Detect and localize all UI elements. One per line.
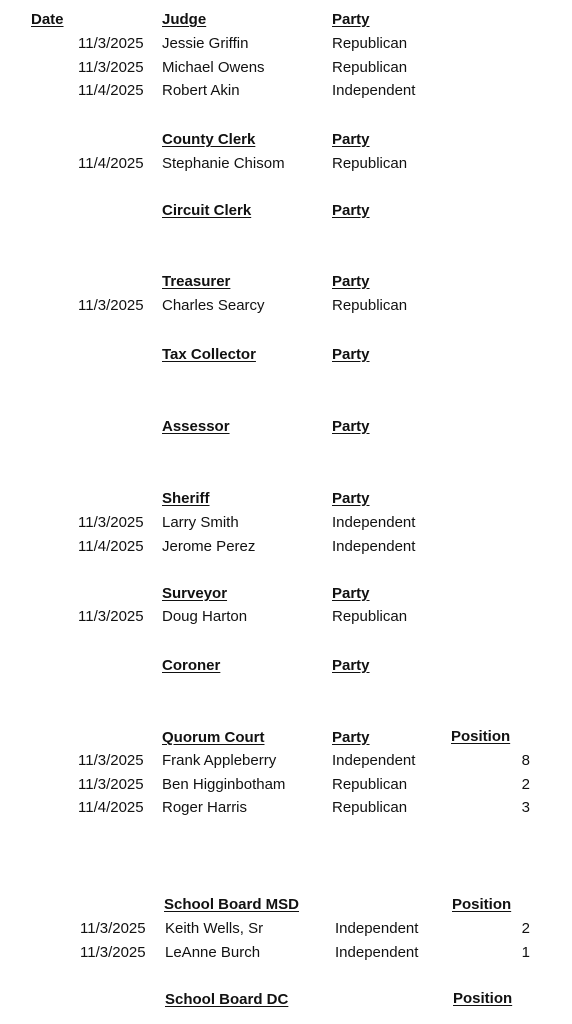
- position-header-quorum-court: Position: [451, 728, 511, 745]
- row-name: Ben Higginbotham: [162, 776, 286, 793]
- row-date: 11/4/2025: [78, 799, 144, 816]
- row-name: Frank Appleberry: [162, 752, 277, 769]
- row-date: 11/3/2025: [78, 59, 144, 76]
- section-title-county-clerk: County Clerk: [162, 131, 256, 148]
- row-position: 2: [521, 920, 530, 937]
- section-title-sheriff: Sheriff: [162, 490, 210, 507]
- party-header-surveyor: Party: [332, 585, 370, 602]
- section-title-treasurer: Treasurer: [162, 273, 231, 290]
- section-title-judge: Judge: [162, 11, 207, 28]
- section-title-circuit-clerk: Circuit Clerk: [162, 202, 252, 219]
- row-date: 11/3/2025: [80, 944, 146, 961]
- row-party: Independent: [332, 538, 416, 555]
- party-header-quorum-court: Party: [332, 729, 370, 746]
- section-title-quorum-court: Quorum Court: [162, 729, 265, 746]
- row-party: Republican: [332, 35, 408, 52]
- party-header-circuit-clerk: Party: [332, 202, 370, 219]
- row-party: Republican: [332, 155, 408, 172]
- row-date: 11/3/2025: [78, 776, 144, 793]
- row-position: 1: [521, 944, 530, 961]
- party-header-coroner: Party: [332, 657, 370, 674]
- row-party: Independent: [335, 920, 419, 937]
- section-title-school-board-dc: School Board DC: [165, 991, 289, 1008]
- row-name: Roger Harris: [162, 799, 248, 816]
- row-party: Independent: [332, 752, 416, 769]
- row-date: 11/3/2025: [78, 297, 144, 314]
- row-name: Doug Harton: [162, 608, 248, 625]
- row-date: 11/4/2025: [78, 82, 144, 99]
- position-header-school-board-dc: Position: [453, 990, 513, 1007]
- row-party: Republican: [332, 59, 408, 76]
- party-header-county-clerk: Party: [332, 131, 370, 148]
- row-position: 8: [521, 752, 530, 769]
- row-date: 11/3/2025: [78, 35, 144, 52]
- row-party: Republican: [332, 776, 408, 793]
- row-name: Robert Akin: [162, 82, 240, 99]
- section-title-surveyor: Surveyor: [162, 585, 228, 602]
- row-name: Michael Owens: [162, 59, 265, 76]
- row-name: Larry Smith: [162, 514, 239, 531]
- row-date: 11/4/2025: [78, 538, 144, 555]
- row-party: Independent: [335, 944, 419, 961]
- row-date: 11/4/2025: [78, 155, 144, 172]
- row-date: 11/3/2025: [78, 752, 144, 769]
- section-title-tax-collector: Tax Collector: [162, 346, 256, 363]
- row-party: Independent: [332, 82, 416, 99]
- row-party: Independent: [332, 514, 416, 531]
- row-name: Jerome Perez: [162, 538, 256, 555]
- row-name: LeAnne Burch: [165, 944, 261, 961]
- row-name: Charles Searcy: [162, 297, 265, 314]
- party-header-treasurer: Party: [332, 273, 370, 290]
- party-header-judge: Party: [332, 11, 370, 28]
- section-title-coroner: Coroner: [162, 657, 221, 674]
- row-party: Republican: [332, 799, 408, 816]
- party-header-sheriff: Party: [332, 490, 370, 507]
- section-title-school-board-msd: School Board MSD: [164, 896, 300, 913]
- row-date: 11/3/2025: [78, 514, 144, 531]
- row-position: 3: [521, 799, 530, 816]
- row-position: 2: [521, 776, 530, 793]
- row-party: Republican: [332, 608, 408, 625]
- row-date: 11/3/2025: [80, 920, 146, 937]
- row-name: Jessie Griffin: [162, 35, 249, 52]
- row-name: Keith Wells, Sr: [165, 920, 264, 937]
- party-header-assessor: Party: [332, 418, 370, 435]
- date-column-header: Date: [31, 11, 64, 28]
- party-header-tax-collector: Party: [332, 346, 370, 363]
- section-title-assessor: Assessor: [162, 418, 230, 435]
- position-header-school-board-msd: Position: [452, 896, 512, 913]
- row-name: Stephanie Chisom: [162, 155, 285, 172]
- row-party: Republican: [332, 297, 408, 314]
- row-date: 11/3/2025: [78, 608, 144, 625]
